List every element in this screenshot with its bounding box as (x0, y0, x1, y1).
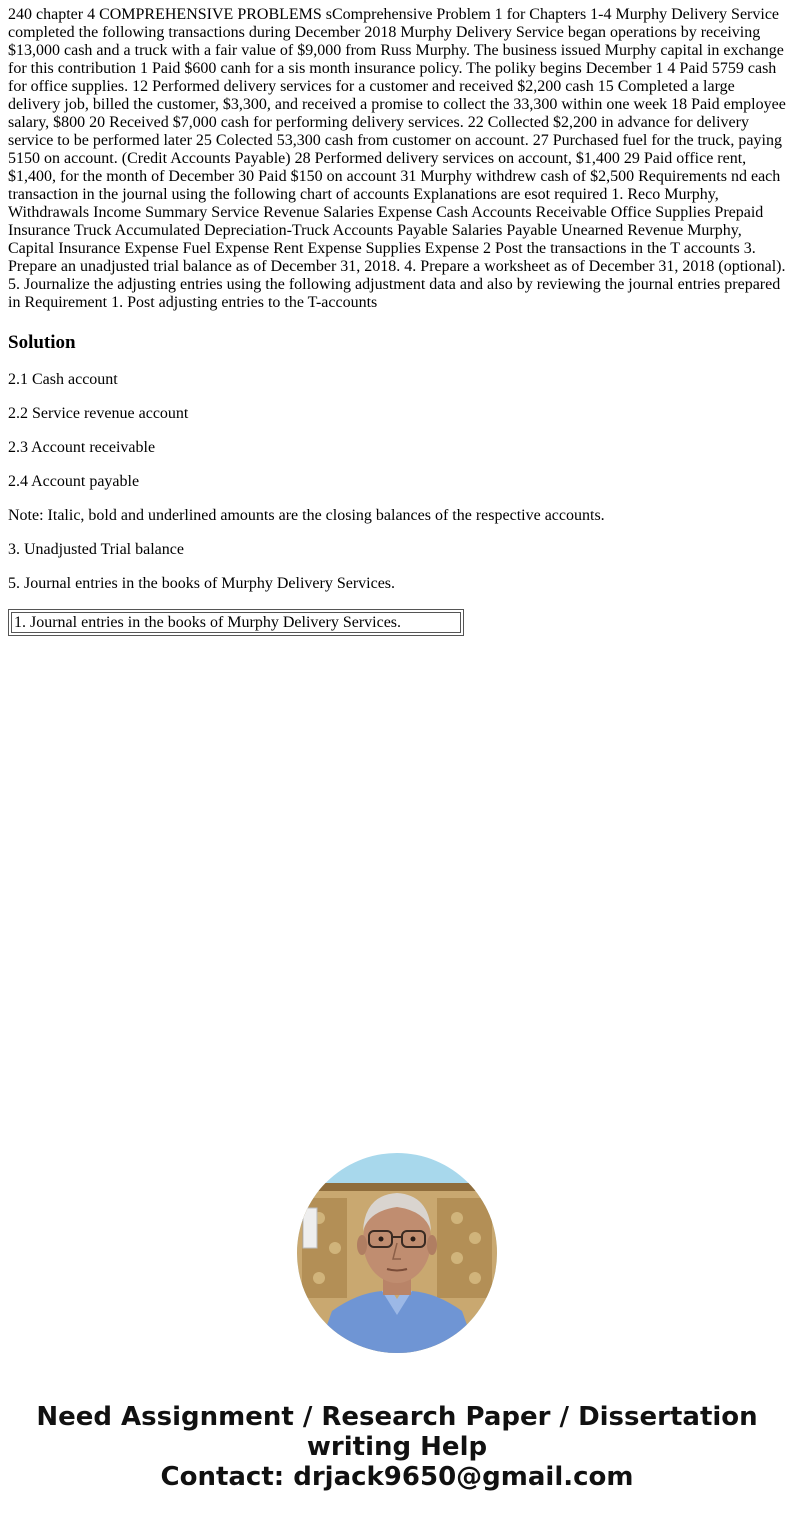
table-cell: 1. Journal entries in the books of Murphy Delivery Services. (11, 612, 461, 633)
solution-line-trial-balance: 3. Unadjusted Trial balance (8, 541, 184, 558)
solution-line-account-receivable: 2.3 Account receivable (8, 439, 156, 456)
solution-line-cash-account: 2.1 Cash account (8, 371, 118, 388)
solution-line-account-payable: 2.4 Account payable (8, 473, 140, 490)
solution-line-journal-entries: 5. Journal entries in the books of Murphy Delivery Services. (8, 575, 396, 592)
problem-statement: 240 chapter 4 COMPREHENSIVE PROBLEMS sComprehensive Problem 1 for Chapters 1-4 Murphy Delivery Service completed the following transactions during December 2018 Murphy Delivery Service began operations by receiving $13,000 cash and a truck with a fair value of $9,000 from Russ Murphy. The business issued Murphy capital in exchange for this contribution 1 Paid $600 canh for a sis month insurance policy. The poliky begins December 1 4 Paid 5759 cash for office supplies. 12 Performed delivery services for a customer and received $2,200 cash 15 Completed a large delivery job, billed the customer, $3,300, and received a promise to collect the 33,300 within one week 18 Paid employee salary, $800 20 Received $7,000 cash for performing delivery services. 22 Collected $2,200 in advance for delivery service to be performed later 25 Colected 53,300 cash from customer on account. 27 Purchased fuel for the truck, paying 5150 on account. (Credit Accounts Payable) 28 Performed delivery services on account, $1,400 29 Paid office rent, $1,400, for the month of December 30 Paid $150 on account 31 Murphy withdrew cash of $2,500 Requirements nd each transaction in the journal using the following chart of accounts Explanations are esot required 1. Reco Murphy, Withdrawals Income Summary Service Revenue Salaries Expense Cash Accounts Receivable Office Supplies Prepaid Insurance Truck Accumulated Depreciation-Truck Accounts Payable Salaries Payable Unearned Revenue Murphy, Capital Insurance Expense Fuel Expense Rent Expense Supplies Expense 2 Post the transactions in the T accounts 3. Prepare an unadjusted trial balance as of December 31, 2018. 4. Prepare a worksheet as of December 31, 2018 (optional). 5. Journalize the adjusting entries using the following adjustment data and also by reviewing the journal entries prepared in Requirement 1. Post adjusting entries to the T-accounts (8, 6, 786, 311)
solution-heading: Solution (8, 332, 76, 353)
solution-line-service-revenue: 2.2 Service revenue account (8, 405, 189, 422)
journal-entries-table (8, 609, 464, 636)
article-content (8, 6, 787, 636)
avatar (297, 1153, 497, 1353)
promo-line-1: Need Assignment / Research Paper / Dissertation (36, 1402, 758, 1432)
promo-line-2: writing Help (306, 1432, 488, 1462)
table-row (11, 612, 461, 633)
promo-contact: Contact: drjack9650@gmail.com (160, 1462, 634, 1492)
solution-note: Note: Italic, bold and underlined amounts are the closing balances of the respective accounts. (8, 507, 605, 524)
promo-banner (0, 1402, 794, 1492)
author-photo (297, 1153, 497, 1353)
